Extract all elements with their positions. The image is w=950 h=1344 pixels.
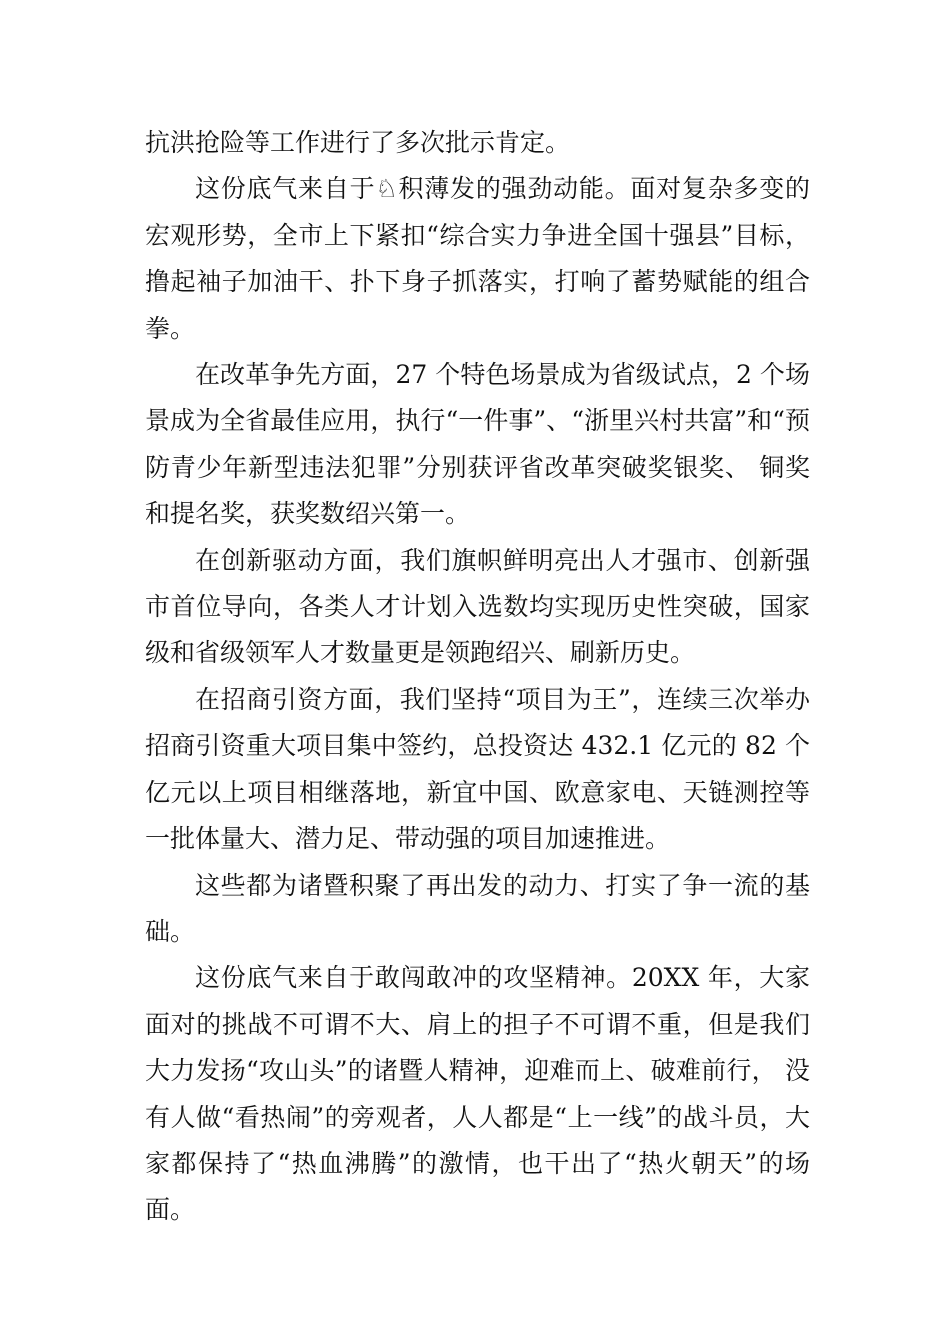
paragraph: 这份底气来自于♘积薄发的强劲动能。面对复杂多变的宏观形势，全市上下紧扣“综合实力争进全国十强县”目标， 撸起袖子加油干、扑下身子抓落实，打响了蓄势赋能的组合拳。 [145,174,810,343]
paragraph: 这些都为诸暨积聚了再出发的动力、打实了争一流的基础。 [145,870,810,946]
paragraph: 在创新驱动方面，我们旗帜鲜明亮出人才强市、创新强市首位导向，各类人才计划入选数均实现历史性突破，国家级和省级领军人才数量更是领跑绍兴、刷新历史。 [145,545,810,668]
body-text [145,120,810,1234]
paragraph: 抗洪抢险等工作进行了多次批示肯定。 [145,128,571,157]
paragraph: 在招商引资方面，我们坚持“项目为王”，连续三次举办招商引资重大项目集中签约，总投资达 432.1 亿元的 82 个亿元以上项目相继落地，新宜中国、欧意家电、天链测控等一批体量大、潜力足、带动强的项目加速推进。 [145,684,810,854]
paragraph: 这份底气来自于敢闯敢冲的攻坚精神。20XX 年，大家面对的挑战不可谓不大、肩上的担子不可谓不重，但是我们大力发扬“攻山头”的诸暨人精神，迎难而上、破难前行， 没有人做“看热闹”的旁观者，人人都是“上一线”的战斗员，大家都保持了“热血沸腾”的激情，也干出了“热火朝天”的场面。 [145,963,810,1225]
paragraph: 在改革争先方面，27 个特色场景成为省级试点，2 个场景成为全省最佳应用，执行“一件事”、“浙里兴村共富”和“预防青少年新型违法犯罪”分别获评省改革突破奖银奖、 铜奖和提名奖，获奖数绍兴第一。 [145,360,810,529]
